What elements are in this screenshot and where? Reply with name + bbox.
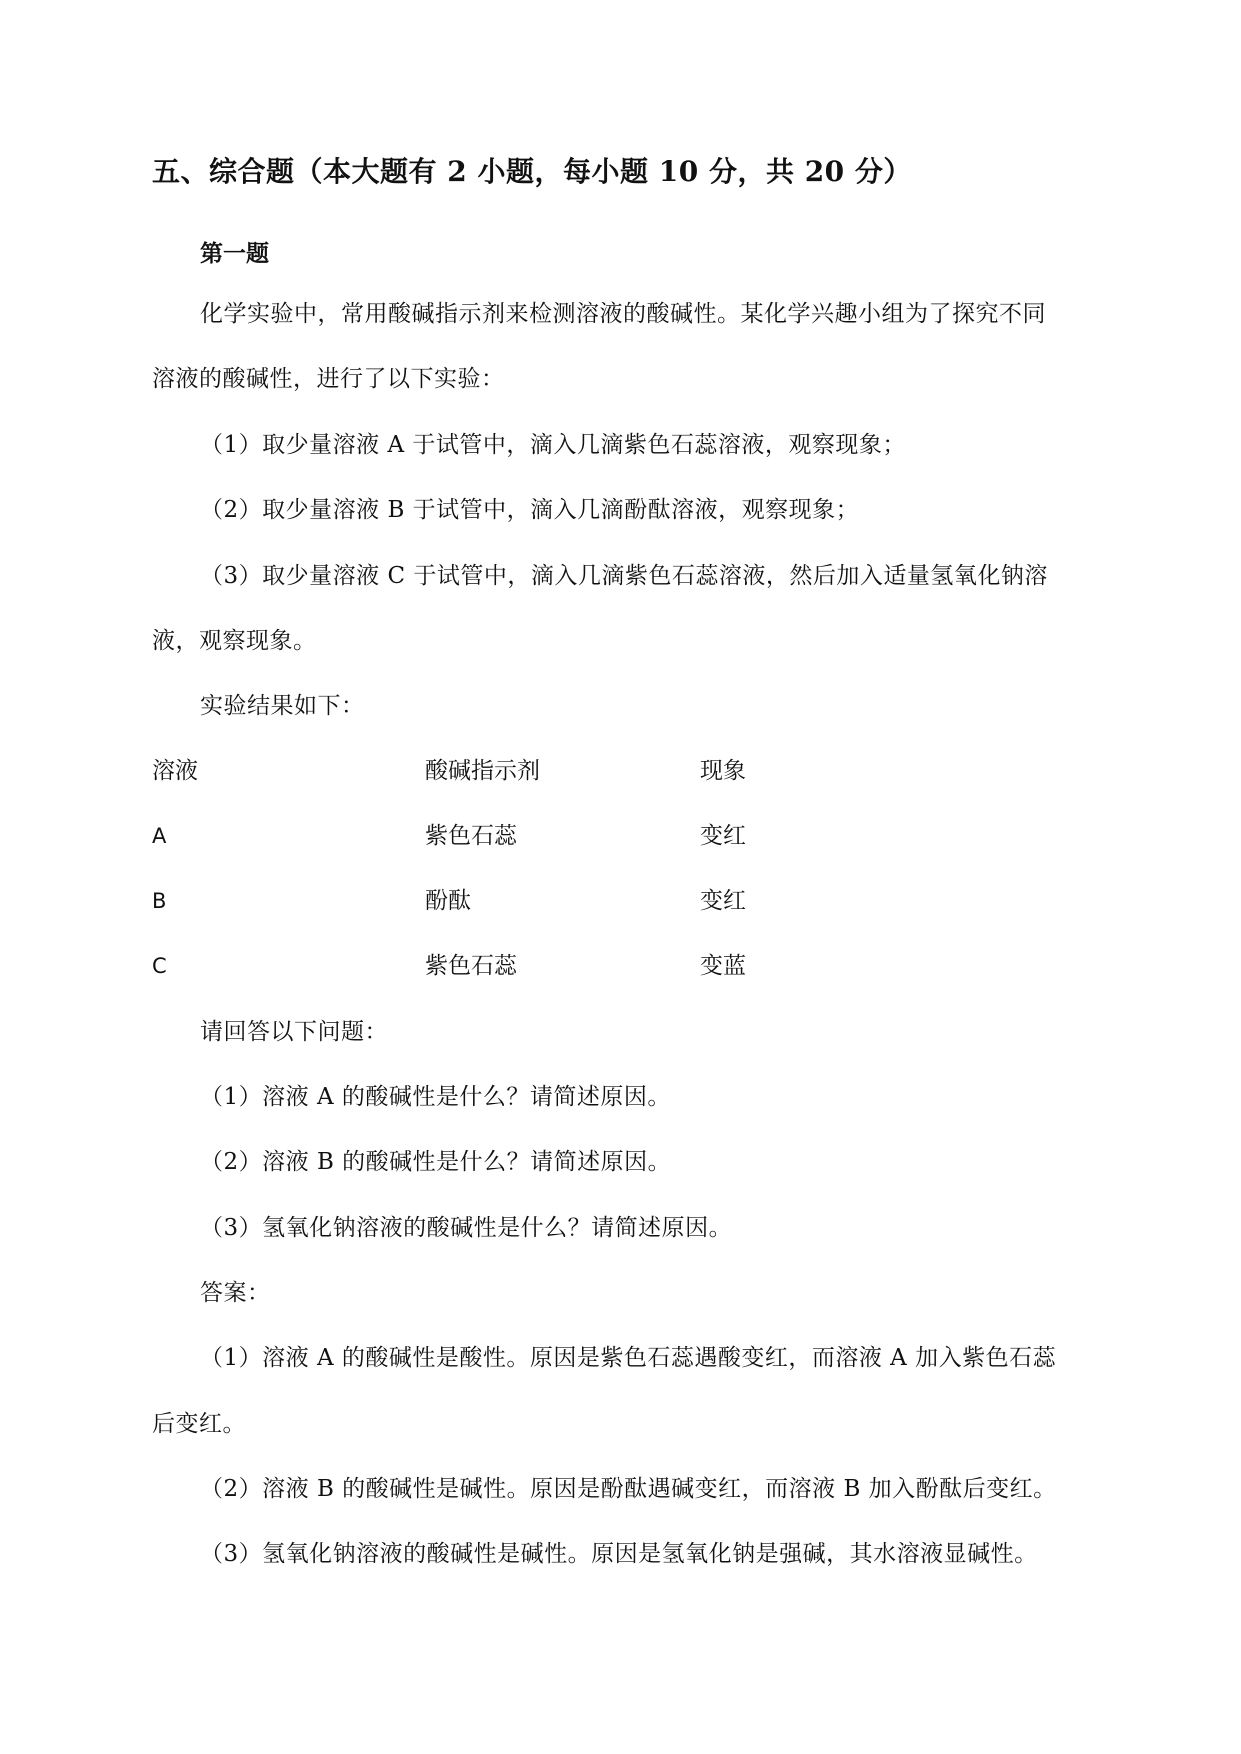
table-cell-solution: A <box>152 824 167 848</box>
table-row <box>152 951 852 981</box>
results-intro: 实验结果如下： <box>200 693 365 719</box>
table-header-indicator: 酸碱指示剂 <box>425 758 540 784</box>
table-header-solution: 溶液 <box>152 758 198 784</box>
question-item-2: （2）溶液 B 的酸碱性是什么？请简述原因。 <box>200 1149 672 1175</box>
question-item-1: （1）溶液 A 的酸碱性是什么？请简述原因。 <box>200 1084 671 1110</box>
table-cell-indicator: 紫色石蕊 <box>425 953 517 979</box>
questions-intro: 请回答以下问题： <box>200 1019 388 1045</box>
step-1: （1）取少量溶液 A 于试管中，滴入几滴紫色石蕊溶液，观察现象； <box>200 432 906 458</box>
table-row <box>152 886 852 916</box>
answer-line-3: （3）氢氧化钠溶液的酸碱性是碱性。原因是氢氧化钠是强碱，其水溶液显碱性。 <box>200 1541 1038 1567</box>
table-cell-phenomenon: 变蓝 <box>700 953 746 979</box>
table-cell-indicator: 紫色石蕊 <box>425 823 517 849</box>
intro-line-1: 化学实验中，常用酸碱指示剂来检测溶液的酸碱性。某化学兴趣小组为了探究不同 <box>200 301 1046 327</box>
answers-label: 答案： <box>200 1280 271 1306</box>
table-cell-solution: B <box>152 889 167 913</box>
table-cell-indicator: 酚酞 <box>425 888 471 914</box>
table-row <box>152 821 852 851</box>
table-header-phenomenon: 现象 <box>700 758 746 784</box>
table-cell-phenomenon: 变红 <box>700 888 746 914</box>
step-3: （3）取少量溶液 C 于试管中，滴入几滴紫色石蕊溶液，然后加入适量氢氧化钠溶 <box>200 563 1048 589</box>
answer-line-1-continued: 后变红。 <box>152 1411 246 1437</box>
table-header-row <box>152 756 852 786</box>
step-3-continued: 液，观察现象。 <box>152 628 317 654</box>
table-cell-solution: C <box>152 954 167 978</box>
intro-line-2: 溶液的酸碱性，进行了以下实验： <box>152 366 505 392</box>
question-title: 第一题 <box>200 240 269 267</box>
table-cell-phenomenon: 变红 <box>700 823 746 849</box>
answer-line-1: （1）溶液 A 的酸碱性是酸性。原因是紫色石蕊遇酸变红，而溶液 A 加入紫色石蕊 <box>200 1345 1057 1371</box>
step-2: （2）取少量溶液 B 于试管中，滴入几滴酚酞溶液，观察现象； <box>200 497 860 523</box>
section-title: 五、综合题（本大题有 2 小题，每小题 10 分，共 20 分） <box>152 155 912 188</box>
question-item-3: （3）氢氧化钠溶液的酸碱性是什么？请简述原因。 <box>200 1215 733 1241</box>
answer-line-2: （2）溶液 B 的酸碱性是碱性。原因是酚酞遇碱变红，而溶液 B 加入酚酞后变红。 <box>200 1476 1057 1502</box>
